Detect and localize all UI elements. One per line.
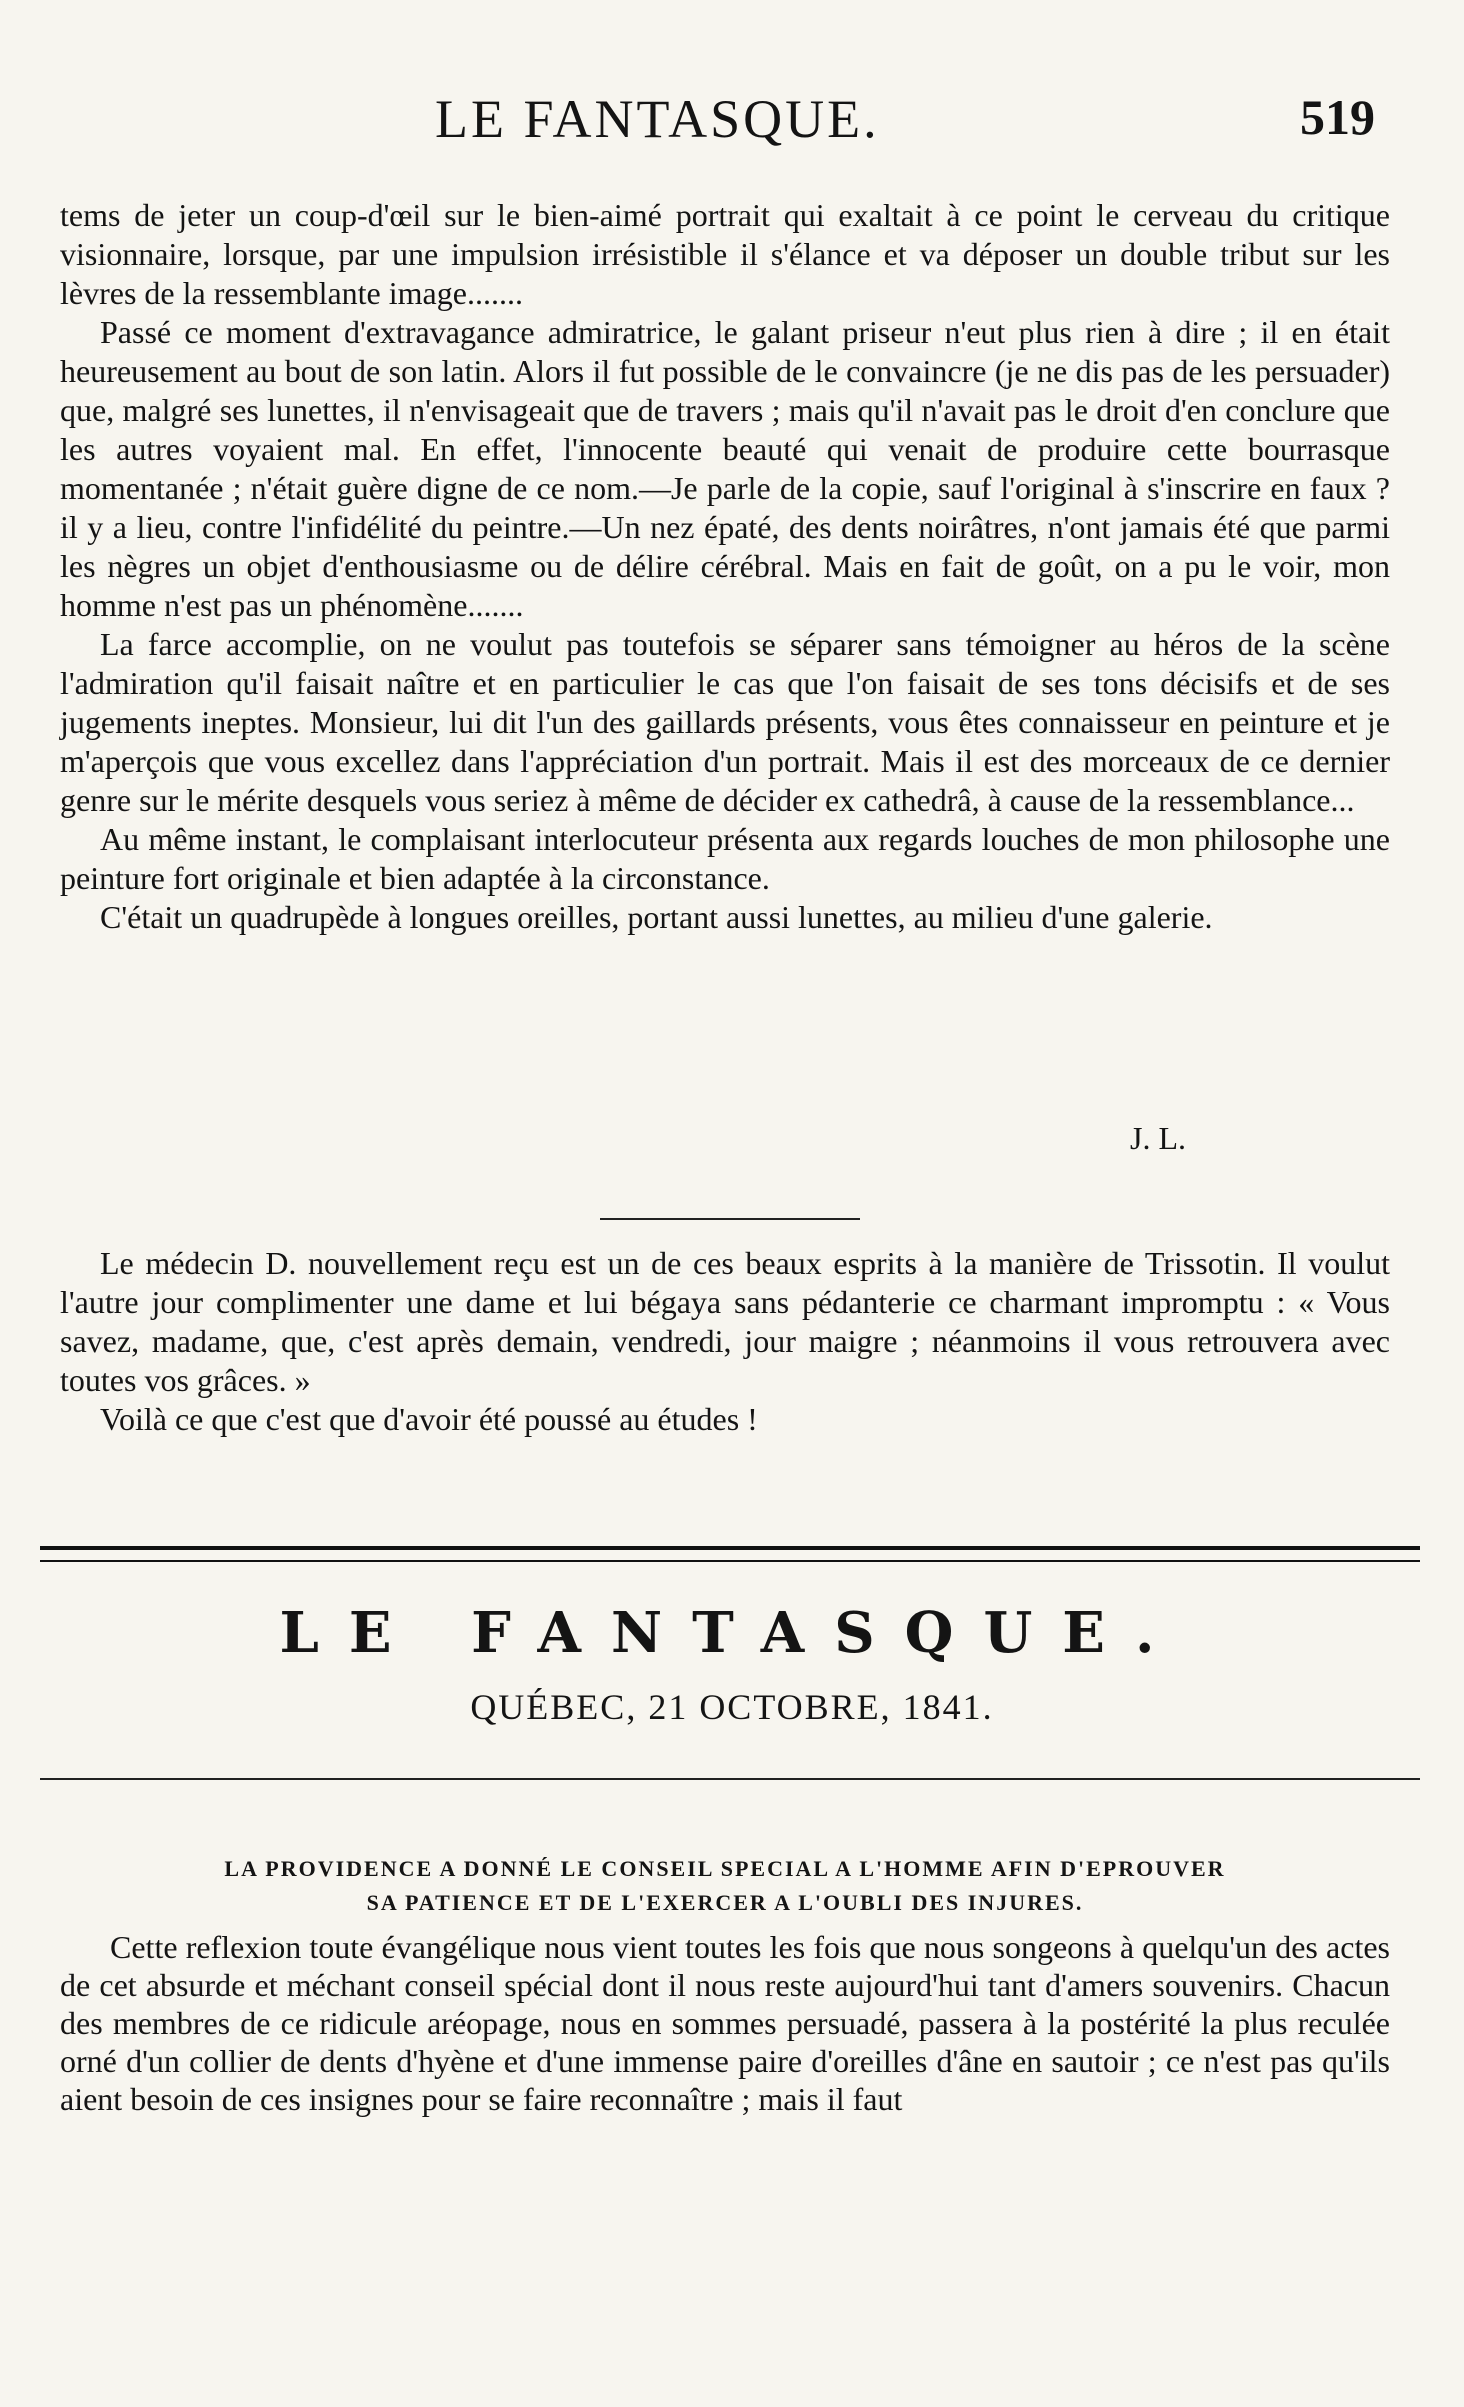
headline-line-1: LA PROVIDENCE A DONNÉ LE CONSEIL SPECIAL A L'HOMME AFIN D'EPROUVER <box>224 1856 1226 1881</box>
running-head-title: LE FANTASQUE. <box>435 89 880 149</box>
paragraph: La farce accomplie, on ne voulut pas toutefois se séparer sans témoigner au héros de la scène l'admiration qu'il faisait naître et en particulier le cas que l'on faisait de ses tons décisifs et de ses jugements ineptes. Monsieur, lui dit l'un des gaillards présents, vous êtes connaisseur en peinture et je m'aperçois que vous excellez dans l'appréciation d'un portrait. Mais il est des morceaux de ce dernier genre sur le mérite desquels vous seriez à même de décider ex cathedrâ, à cause de la ressemblance... <box>60 626 1390 818</box>
page-number: 519 <box>1300 89 1375 145</box>
section-divider <box>600 1218 860 1220</box>
paragraph: Passé ce moment d'extravagance admiratrice, le galant priseur n'eut plus rien à dire ; il en était heureusement au bout de son latin. Alors il fut possible de le convaincre (je ne dis pas de les persuader) que, malgré ses lunettes, il n'envisageait que de travers ; mais qu'il n'avait pas le droit d'en conclure que les autres voyaient mal. En effet, l'innocente beauté qui venait de produire cette bourrasque momentanée ; n'était guère digne de ce nom.—Je parle de la copie, sauf l'original à s'inscrire en faux ? il y a lieu, contre l'infidélité du peintre.—Un nez épaté, des dents noirâtres, n'ont jamais été que parmi les nègres un objet d'enthousiasme ou de délire cérébral. Mais en fait de goût, on a pu le voir, mon homme n'est pas un phénomène....... <box>60 314 1390 623</box>
paragraph: C'était un quadrupède à longues oreilles, portant aussi lunettes, au milieu d'une galerie. <box>100 899 1213 935</box>
editorial-article <box>60 1928 1390 2118</box>
article-headline <box>60 1852 1390 1920</box>
paragraph: Cette reflexion toute évangélique nous vient toutes les fois que nous songeons à quelqu'un des actes de cet absurde et méchant conseil spécial dont il nous reste aujourd'hui tant d'amers souvenirs. Chacun des membres de ce ridicule aréopage, nous en sommes persuadé, passera à la postérité la plus reculée orné d'un collier de dents d'hyène et d'une immense paire d'oreilles d'âne en sautoir ; ce n'est pas qu'ils aient besoin de ces insignes pour se faire reconnaître ; mais il faut <box>60 1929 1390 2117</box>
dateline: QUÉBEC, 21 OCTOBRE, 1841. <box>470 1687 994 1727</box>
anecdote-article <box>60 1244 1390 1439</box>
paragraph: tems de jeter un coup-d'œil sur le bien-aimé portrait qui exaltait à ce point le cerveau du critique visionnaire, lorsque, par une impulsion irrésistible il s'élance et va déposer un double tribut sur les lèvres de la ressemblante image....... <box>60 197 1390 311</box>
masthead-title: LE FANTASQUE. <box>279 1600 1185 1666</box>
headline-line-2: SA PATIENCE ET DE L'EXERCER A L'OUBLI DES INJURES. <box>366 1890 1084 1915</box>
running-head <box>0 88 1464 158</box>
masthead-rule-bottom <box>40 1778 1420 1780</box>
article-continued <box>60 196 1390 937</box>
paragraph: Le médecin D. nouvellement reçu est un de ces beaux esprits à la manière de Trissotin. Il voulut l'autre jour complimenter une dame et lui bégaya sans pédanterie ce charmant impromptu : « Vous savez, madame, que, c'est après demain, vendredi, jour maigre ; néanmoins il vous retrouvera avec toutes vos grâces. » <box>60 1245 1390 1398</box>
masthead-rule-top <box>40 1546 1420 1562</box>
author-signature: J. L. <box>1130 1120 1186 1156</box>
paragraph: Au même instant, le complaisant interlocuteur présenta aux regards louches de mon philosophe une peinture fort originale et bien adaptée à la circonstance. <box>60 821 1390 896</box>
paragraph: Voilà ce que c'est que d'avoir été poussé au études ! <box>100 1401 758 1437</box>
